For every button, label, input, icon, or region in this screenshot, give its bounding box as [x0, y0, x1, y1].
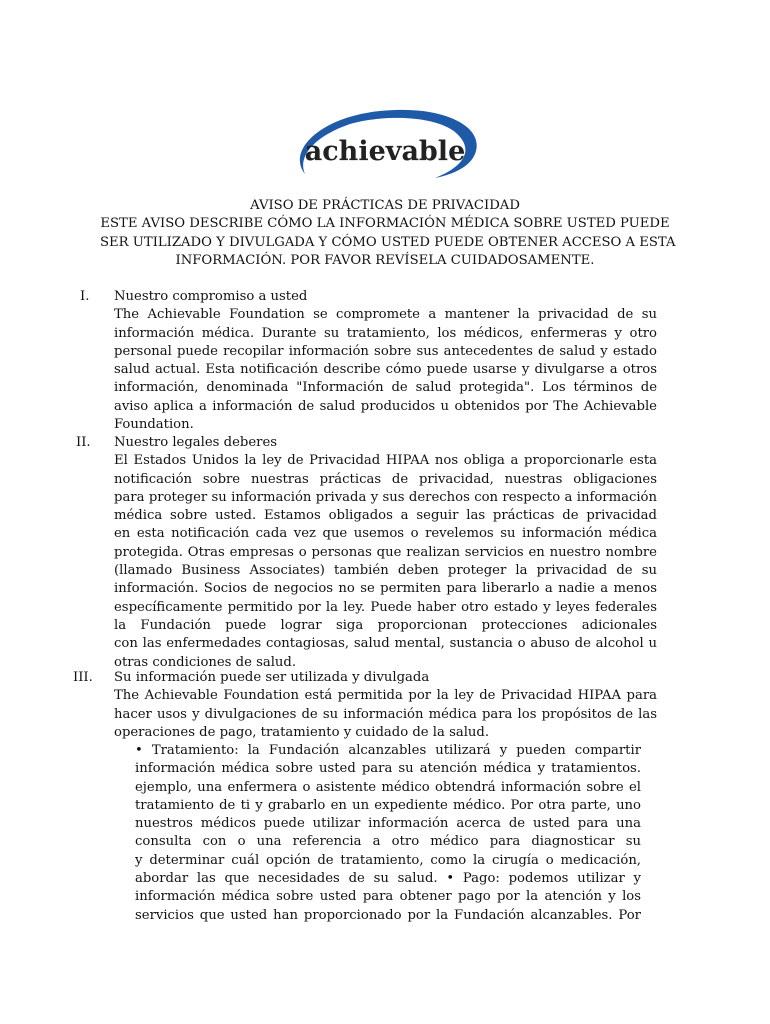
section-text-line: la Fundación puede lograr siga proporcionan protecciones adicionales	[114, 617, 657, 633]
logo-wordmark: achievable	[304, 136, 466, 167]
document-header	[100, 197, 676, 270]
section-text-line: The Achievable Foundation está permitida por la ley de Privacidad HIPAA para	[114, 688, 657, 704]
section-number: II.	[76, 435, 91, 450]
section-text-line: en esta notificación cada vez que usemos o revelemos su información médica	[114, 526, 657, 542]
bullet-text-line: tratamiento de ti y grabarlo en un expediente médico. Por otra parte, uno	[135, 797, 641, 813]
section-heading: Nuestro legales deberes	[114, 435, 278, 450]
bullet-text-line: ejemplo, una enfermera o asistente médico obtendrá información sobre el	[135, 779, 641, 795]
section-text-line: aviso aplica a información de salud producidos u obtenidos por The Achievable	[114, 398, 657, 414]
section-text-line: hacer usos y divulgaciones de su información médica para los propósitos de las	[114, 706, 657, 722]
bullet-text-line: servicios que usted han proporcionado por la Fundación alcanzables. Por	[135, 907, 641, 923]
section-text-line: The Achievable Foundation se compromete a mantener la privacidad de su	[114, 307, 657, 323]
section-text-line: Foundation.	[114, 417, 194, 433]
section-text-line: protegida. Otras empresas o personas que realizan servicios en nuestro nombre	[114, 544, 657, 560]
section-text-line: otras condiciones de salud.	[114, 654, 297, 670]
section-text-line: médica sobre usted. Estamos obligados a seguir las prácticas de privacidad	[114, 508, 657, 524]
bullet-text-line: información médica sobre usted para obtener pago por la atención y los	[135, 889, 641, 905]
section-3	[114, 669, 657, 742]
bullet-text-line: • Tratamiento: la Fundación alcanzables utilizará y pueden compartir	[135, 743, 641, 758]
bullet-text-line: nuestros médicos puede utilizar información acerca de usted para una	[135, 816, 641, 832]
section-heading: Su información puede ser utilizada y divulgada	[114, 670, 430, 685]
section-2	[114, 434, 657, 672]
section-text-line: para proteger su información privada y sus derechos con respecto a información	[114, 489, 657, 505]
section-text-line: específicamente permitido por la ley. Puede haber otro estado y leyes federales	[114, 599, 657, 615]
header-line: SER UTILIZADO Y DIVULGADA Y CÓMO USTED PUEDE OBTENER ACCESO A ESTA	[100, 234, 676, 250]
section-text-line: notificación sobre nuestras prácticas de privacidad, nuestras obligaciones	[114, 471, 657, 487]
header-title: AVISO DE PRÁCTICAS DE PRIVACIDAD	[250, 198, 520, 213]
section-3-bullets	[135, 742, 641, 925]
section-text-line: personal puede recopilar información sobre sus antecedentes de salud y estado	[114, 343, 657, 359]
bullet-text-line: información médica sobre usted para su atención médica y tratamientos.	[135, 761, 641, 777]
section-text-line: (llamado Business Associates) también deben proteger la privacidad de su	[114, 563, 657, 579]
section-number: I.	[80, 289, 90, 304]
bullet-text-line: y determinar cuál opción de tratamiento, como la cirugía o medicación,	[135, 852, 641, 868]
section-text-line: operaciones de pago, tratamiento y cuidado de la salud.	[114, 724, 490, 740]
bullet-text-line: consulta con o una referencia a otro médico para diagnosticar su	[135, 834, 641, 850]
section-text-line: con las enfermedades contagiosas, salud mental, sustancia o abuso de alcohol u	[114, 636, 657, 652]
achievable-logo-graphic	[285, 104, 485, 188]
section-text-line: información. Socios de negocios no se permiten para liberarlo a nadie a menos	[114, 581, 657, 597]
section-text-line: información médica. Durante su tratamiento, los médicos, enfermeras y otro	[114, 325, 657, 341]
achievable-logo	[285, 104, 485, 188]
header-line: ESTE AVISO DESCRIBE CÓMO LA INFORMACIÓN MÉDICA SOBRE USTED PUEDE	[100, 216, 670, 232]
header-line: INFORMACIÓN. POR FAVOR REVÍSELA CUIDADOSAMENTE.	[175, 252, 595, 268]
section-text-line: información, denominada "Información de salud protegida". Los términos de	[114, 380, 657, 396]
section-heading: Nuestro compromiso a usted	[114, 289, 308, 304]
bullet-text-line: abordar las que necesidades de su salud. • Pago: podemos utilizar y	[135, 871, 641, 887]
section-number: III.	[73, 670, 93, 685]
section-text-line: El Estados Unidos la ley de Privacidad HIPAA nos obliga a proporcionarle esta	[114, 453, 657, 469]
section-1	[114, 288, 657, 434]
section-text-line: salud actual. Esta notificación describe cómo puede usarse y divulgarse a otros	[114, 362, 657, 378]
